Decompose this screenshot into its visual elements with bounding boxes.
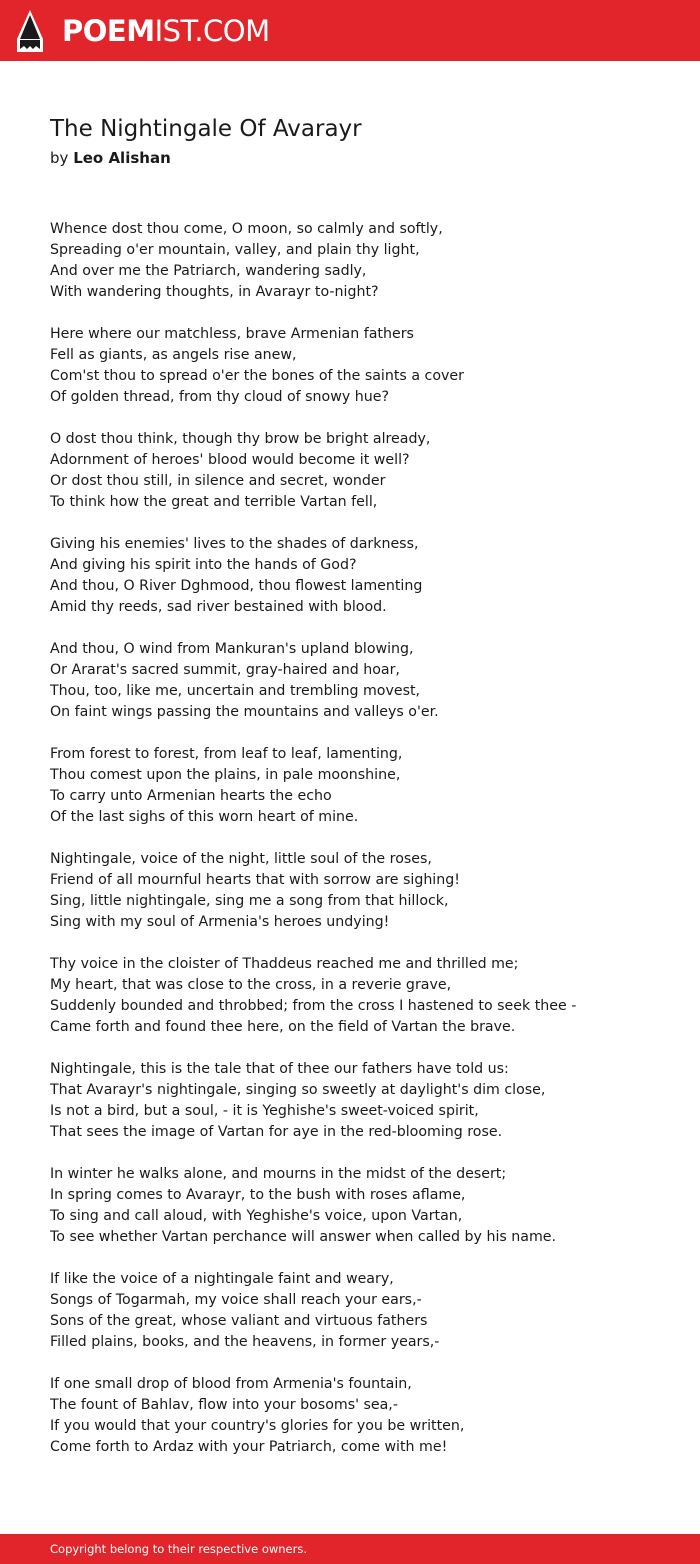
- poem-line: Giving his enemies' lives to the shades of darkness,: [50, 536, 419, 552]
- poem-line: Songs of Togarmah, my voice shall reach your ears,-: [50, 1292, 422, 1308]
- poem-line: Or dost thou still, in silence and secret, wonder: [50, 473, 386, 489]
- poem-stanza: [50, 1374, 670, 1458]
- poem-stanza: [50, 1269, 670, 1353]
- poem-line: Thou, too, like me, uncertain and trembling movest,: [50, 683, 421, 699]
- site-logo-text: [62, 14, 270, 48]
- poem-line: To see whether Vartan perchance will answer when called by his name.: [50, 1229, 557, 1245]
- poem-line: And thou, O River Dghmood, thou flowest lamenting: [50, 578, 423, 594]
- poem-line: With wandering thoughts, in Avarayr to-night?: [50, 284, 379, 300]
- poem-line: Is not a bird, but a soul, - it is Yeghishe's sweet-voiced spirit,: [50, 1103, 479, 1119]
- poem-line: Com'st thou to spread o'er the bones of the saints a cover: [50, 368, 464, 384]
- poem-stanza: [50, 1164, 670, 1248]
- poem-line: The fount of Bahlav, flow into your bosoms' sea,-: [50, 1397, 398, 1413]
- by-label: by: [50, 149, 69, 167]
- poem-stanza: [50, 324, 670, 408]
- poem-author: Leo Alishan: [73, 149, 171, 167]
- poem-byline: [50, 149, 171, 167]
- poem-line: Adornment of heroes' blood would become it well?: [50, 452, 410, 468]
- poem-stanza: [50, 429, 670, 513]
- poem-line: To think how the great and terrible Vartan fell,: [50, 494, 378, 510]
- site-logo-link[interactable]: [16, 8, 270, 54]
- poem-line: Sons of the great, whose valiant and virtuous fathers: [50, 1313, 428, 1329]
- site-header: [0, 0, 700, 61]
- poem-line: Of the last sighs of this worn heart of mine.: [50, 809, 359, 825]
- poem-line: On faint wings passing the mountains and valleys o'er.: [50, 704, 439, 720]
- pencil-tip-icon: [16, 9, 44, 53]
- poem-line: Fell as giants, as angels rise anew,: [50, 347, 297, 363]
- poem-line: If you would that your country's glories for you be written,: [50, 1418, 465, 1434]
- poem-line: To carry unto Armenian hearts the echo: [50, 788, 332, 804]
- poem-line: If like the voice of a nightingale faint and weary,: [50, 1271, 394, 1287]
- poem-line: And giving his spirit into the hands of God?: [50, 557, 357, 573]
- poem-line: Filled plains, books, and the heavens, in former years,-: [50, 1334, 440, 1350]
- poem-stanza: [50, 1059, 670, 1143]
- poem-stanza: [50, 849, 670, 933]
- poem-line: Suddenly bounded and throbbed; from the cross I hastened to seek thee -: [50, 998, 577, 1014]
- poem-line: Came forth and found thee here, on the field of Vartan the brave.: [50, 1019, 516, 1035]
- site-footer: [0, 1534, 700, 1564]
- poem-body: [50, 219, 670, 1479]
- poem-line: Of golden thread, from thy cloud of snowy hue?: [50, 389, 389, 405]
- poem-line: If one small drop of blood from Armenia's fountain,: [50, 1376, 412, 1392]
- poem-line: My heart, that was close to the cross, in a reverie grave,: [50, 977, 452, 993]
- poem-stanza: [50, 954, 670, 1038]
- logo-light-part: IST.COM: [154, 14, 270, 48]
- poem-line: Sing, little nightingale, sing me a song from that hillock,: [50, 893, 449, 909]
- poem-stanza: [50, 639, 670, 723]
- poem-line: Friend of all mournful hearts that with sorrow are sighing!: [50, 872, 460, 888]
- poem-line: In winter he walks alone, and mourns in the midst of the desert;: [50, 1166, 507, 1182]
- poem-line: Nightingale, voice of the night, little soul of the roses,: [50, 851, 432, 867]
- poem-line: Nightingale, this is the tale that of thee our fathers have told us:: [50, 1061, 509, 1077]
- poem-line: Amid thy reeds, sad river bestained with blood.: [50, 599, 387, 615]
- poem-stanza: [50, 744, 670, 828]
- poem-line: Thou comest upon the plains, in pale moonshine,: [50, 767, 401, 783]
- poem-line: Spreading o'er mountain, valley, and plain thy light,: [50, 242, 420, 258]
- copyright-text: Copyright belong to their respective owners.: [50, 1542, 308, 1556]
- poem-line: And thou, O wind from Mankuran's upland blowing,: [50, 641, 414, 657]
- poem-line: Here where our matchless, brave Armenian fathers: [50, 326, 414, 342]
- poem-line: Or Ararat's sacred summit, gray-haired and hoar,: [50, 662, 400, 678]
- poem-stanza: [50, 534, 670, 618]
- poem-line: Sing with my soul of Armenia's heroes undying!: [50, 914, 390, 930]
- poem-line: From forest to forest, from leaf to leaf, lamenting,: [50, 746, 403, 762]
- poem-line: O dost thou think, though thy brow be bright already,: [50, 431, 431, 447]
- poem-title: The Nightingale Of Avarayr: [50, 116, 362, 142]
- poem-line: Come forth to Ardaz with your Patriarch, come with me!: [50, 1439, 448, 1455]
- poem-line: That sees the image of Vartan for aye in the red-blooming rose.: [50, 1124, 503, 1140]
- poem-line: That Avarayr's nightingale, singing so sweetly at daylight's dim close,: [50, 1082, 546, 1098]
- poem-line: Thy voice in the cloister of Thaddeus reached me and thrilled me;: [50, 956, 519, 972]
- poem-line: In spring comes to Avarayr, to the bush with roses aflame,: [50, 1187, 466, 1203]
- poem-line: Whence dost thou come, O moon, so calmly and softly,: [50, 221, 443, 237]
- poem-line: And over me the Patriarch, wandering sadly,: [50, 263, 367, 279]
- poem-stanza: [50, 219, 670, 303]
- logo-bold-part: POEM: [62, 14, 155, 48]
- poem-line: To sing and call aloud, with Yeghishe's voice, upon Vartan,: [50, 1208, 463, 1224]
